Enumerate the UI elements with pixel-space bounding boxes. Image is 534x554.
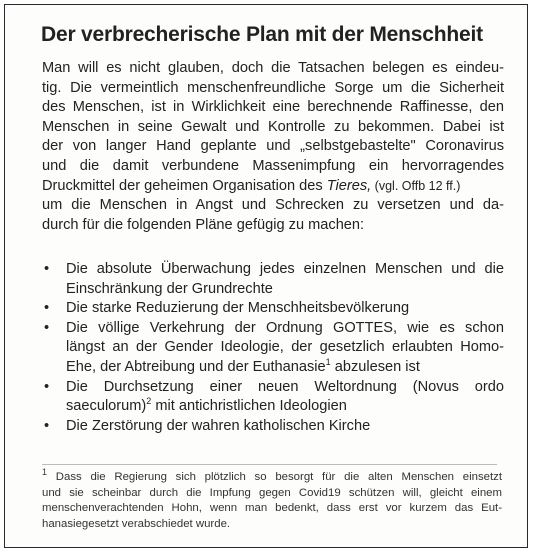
intro-line: Menschen in seine Gewalt und Kontrolle zu bekommen. Dabei ist [42,118,504,135]
bullet-icon: • [44,261,50,277]
footnote-marker: 1 [42,467,48,478]
bullet-icon: • [44,319,50,336]
intro-line: Man will es nicht glauben, doch die Tatsachen belegen es eindeu- [42,60,504,76]
intro-line: tig. Die vermeintlich menschenfreundliche Sorge um die Sicherheit [42,79,504,96]
list-item-line: Die Zerstörung der wahren katholischen Kirche [66,417,371,434]
intro-line: um die Menschen in Angst und Schrecken zu versetzen und da- [42,197,504,214]
list-item-line: Die absolute Überwachung jedes einzelnen Menschen und die [66,261,504,277]
footnote-line [42,467,502,486]
page-frame [4,4,528,548]
footnote [42,467,502,532]
footnote-ref: 2 [146,396,152,407]
italic-word: Tieres, [326,177,372,194]
list-item-text: mit antichristlichen Ideologien [151,398,347,415]
list-item-line: Die starke Reduzierung der Menschheitsbevölkerung [66,300,410,317]
list-item-line: Die völlige Verkehrung der Ordnung GOTTES, wie es schon [66,319,504,336]
list-item [42,417,504,437]
intro-paragraph [42,59,504,235]
list-item [42,260,504,299]
bullet-icon: • [44,300,50,317]
list-item-text: saeculorum) [66,398,147,415]
footnote-text: Dass die Regierung sich plötzlich so besorgt für die alten Menschen einsetzt [47,471,502,483]
bullet-icon: • [44,378,50,395]
bible-reference: (vgl. Offb 12 ff.) [371,178,461,193]
footnote-line: hanasiegesetzt verabschiedet wurde. [42,517,231,530]
goals-list [42,260,504,436]
footnote-divider [42,464,497,465]
intro-line [42,177,504,197]
list-item-line: längst an der Gender Ideologie, der gesetzlich erlaubten Homo- [66,339,504,356]
footnote-line: menschenverachtenden Hohn, wenn man bedenkt, dass erst vor kurzem das Eut- [42,502,502,514]
list-item-line: Die Durchsetzung einer neuen Weltordnung (Novus ordo [66,378,504,395]
list-item [42,319,504,378]
list-item [42,299,504,319]
list-item-text: abzulesen ist [330,358,420,375]
list-item-line [66,397,504,417]
bullet-icon: • [44,417,50,434]
intro-line: durch für die folgenden Pläne gefügig zu machen: [42,216,365,233]
list-item-text: Ehe, der Abtreibung und der Euthanasie [66,358,326,375]
footnote-ref: 1 [325,357,331,368]
list-item [42,378,504,417]
intro-line: der von langer Hand geplante und „selbstgebastelte" Coronavirus [42,138,504,155]
intro-line-text: Druckmittel der geheimen Organisation des [42,177,327,194]
intro-line: und die damit verbundene Massenimpfung ein hervorragendes [42,157,504,174]
footnote-line: und sie scheinbar durch die Impfung gegen Covid19 schützen will, gleicht einem [42,486,502,499]
article-title: Der verbrecherische Plan mit der Menschheit [41,23,483,46]
list-item-line: Einschränkung der Grundrechte [66,280,273,297]
list-item-line [66,358,504,378]
intro-line: des Menschen, ist in Wirklichkeit eine berechnende Raffinesse, den [42,99,504,116]
